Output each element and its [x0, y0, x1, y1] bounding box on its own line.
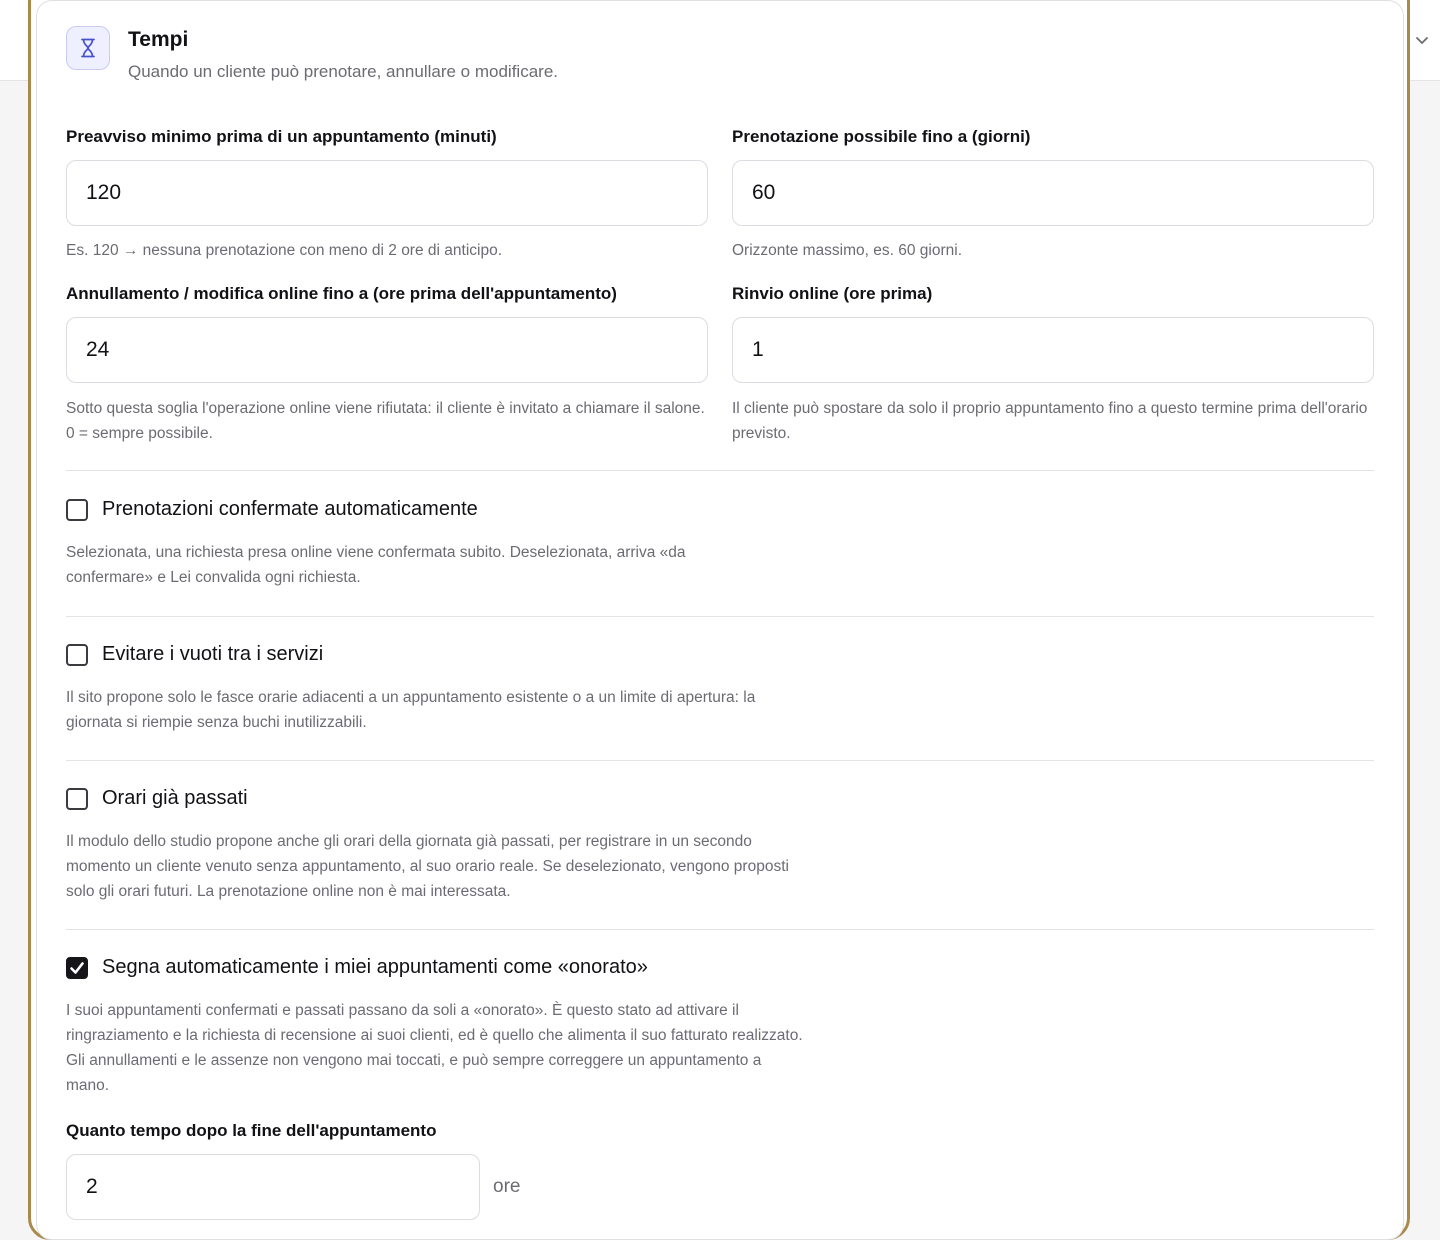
- auto-confirm-checkbox[interactable]: [66, 499, 88, 521]
- section-icon-badge: [66, 26, 110, 70]
- past-slots-label[interactable]: Orari già passati: [102, 787, 248, 809]
- auto-honored-help: I suoi appuntamenti confermati e passati passano da soli a «onorato». È questo stato ad attivare il ringraziamento e la richiesta di recensione ai suoi clienti, ed è quello che alimenta il suo fatturato realizzato. Gli annullamenti e le assenze non vengono mai toccati, e può sempre correggere un appuntamento a mano.: [66, 1002, 803, 1094]
- min-notice-label: Preavviso minimo prima di un appuntamento (minuti): [66, 127, 497, 146]
- booking-horizon-help: Orizzonte massimo, es. 60 giorni.: [732, 242, 963, 259]
- reschedule-limit-input[interactable]: [732, 317, 1374, 383]
- divider: [66, 616, 1374, 617]
- divider: [66, 470, 1374, 471]
- avoid-gaps-help: Il sito propone solo le fasce orarie adiacenti a un appuntamento esistente o a un limite di apertura: la giornata si riempie senza buchi inutilizzabili.: [66, 689, 756, 731]
- avoid-gaps-checkbox[interactable]: [66, 644, 88, 666]
- honored-delay-label: Quanto tempo dopo la fine dell'appuntamento: [66, 1121, 437, 1140]
- section-title: Tempi: [128, 28, 189, 51]
- auto-honored-option[interactable]: [66, 956, 648, 979]
- divider: [66, 929, 1374, 930]
- hourglass-icon: [79, 38, 97, 58]
- reschedule-limit-label: Rinvio online (ore prima): [732, 284, 933, 303]
- auto-honored-label[interactable]: Segna automaticamente i miei appuntamenti come «onorato»: [102, 956, 648, 978]
- min-notice-input[interactable]: [66, 160, 708, 226]
- avoid-gaps-option[interactable]: [66, 643, 323, 666]
- past-slots-option[interactable]: [66, 787, 248, 810]
- min-notice-help: Es. 120 → nessuna prenotazione con meno di 2 ore di anticipo.: [66, 242, 502, 259]
- reschedule-limit-help: Il cliente può spostare da solo il proprio appuntamento fino a questo termine prima dell'orario previsto.: [732, 400, 1368, 442]
- honored-delay-unit: ore: [493, 1176, 521, 1197]
- past-slots-help: Il modulo dello studio propone anche gli orari della giornata già passati, per registrare in un secondo momento un cliente venuto senza appuntamento, al suo orario reale. Se deselezionato, vengono proposti solo gli orari futuri. La prenotazione online non è mai interessata.: [66, 833, 789, 900]
- section-subtitle: Quando un cliente può prenotare, annullare o modificare.: [128, 62, 559, 81]
- honored-delay-input[interactable]: [66, 1154, 480, 1220]
- divider: [66, 760, 1374, 761]
- cancel-limit-help: Sotto questa soglia l'operazione online viene rifiutata: il cliente è invitato a chiamare il salone. 0 = sempre possibile.: [66, 400, 705, 442]
- auto-honored-checkbox[interactable]: [66, 957, 88, 979]
- cancel-limit-label: Annullamento / modifica online fino a (ore prima dell'appuntamento): [66, 284, 617, 303]
- auto-confirm-label[interactable]: Prenotazioni confermate automaticamente: [102, 498, 478, 520]
- booking-horizon-input[interactable]: [732, 160, 1374, 226]
- booking-horizon-label: Prenotazione possibile fino a (giorni): [732, 127, 1031, 146]
- avoid-gaps-label[interactable]: Evitare i vuoti tra i servizi: [102, 643, 324, 665]
- auto-confirm-option[interactable]: [66, 498, 478, 521]
- check-icon: [69, 960, 85, 976]
- cancel-limit-input[interactable]: [66, 317, 708, 383]
- chevron-down-icon[interactable]: [1412, 30, 1432, 50]
- past-slots-checkbox[interactable]: [66, 788, 88, 810]
- auto-confirm-help: Selezionata, una richiesta presa online viene confermata subito. Deselezionata, arriva «da confermare» e Lei convalida ogni richiesta.: [66, 544, 686, 586]
